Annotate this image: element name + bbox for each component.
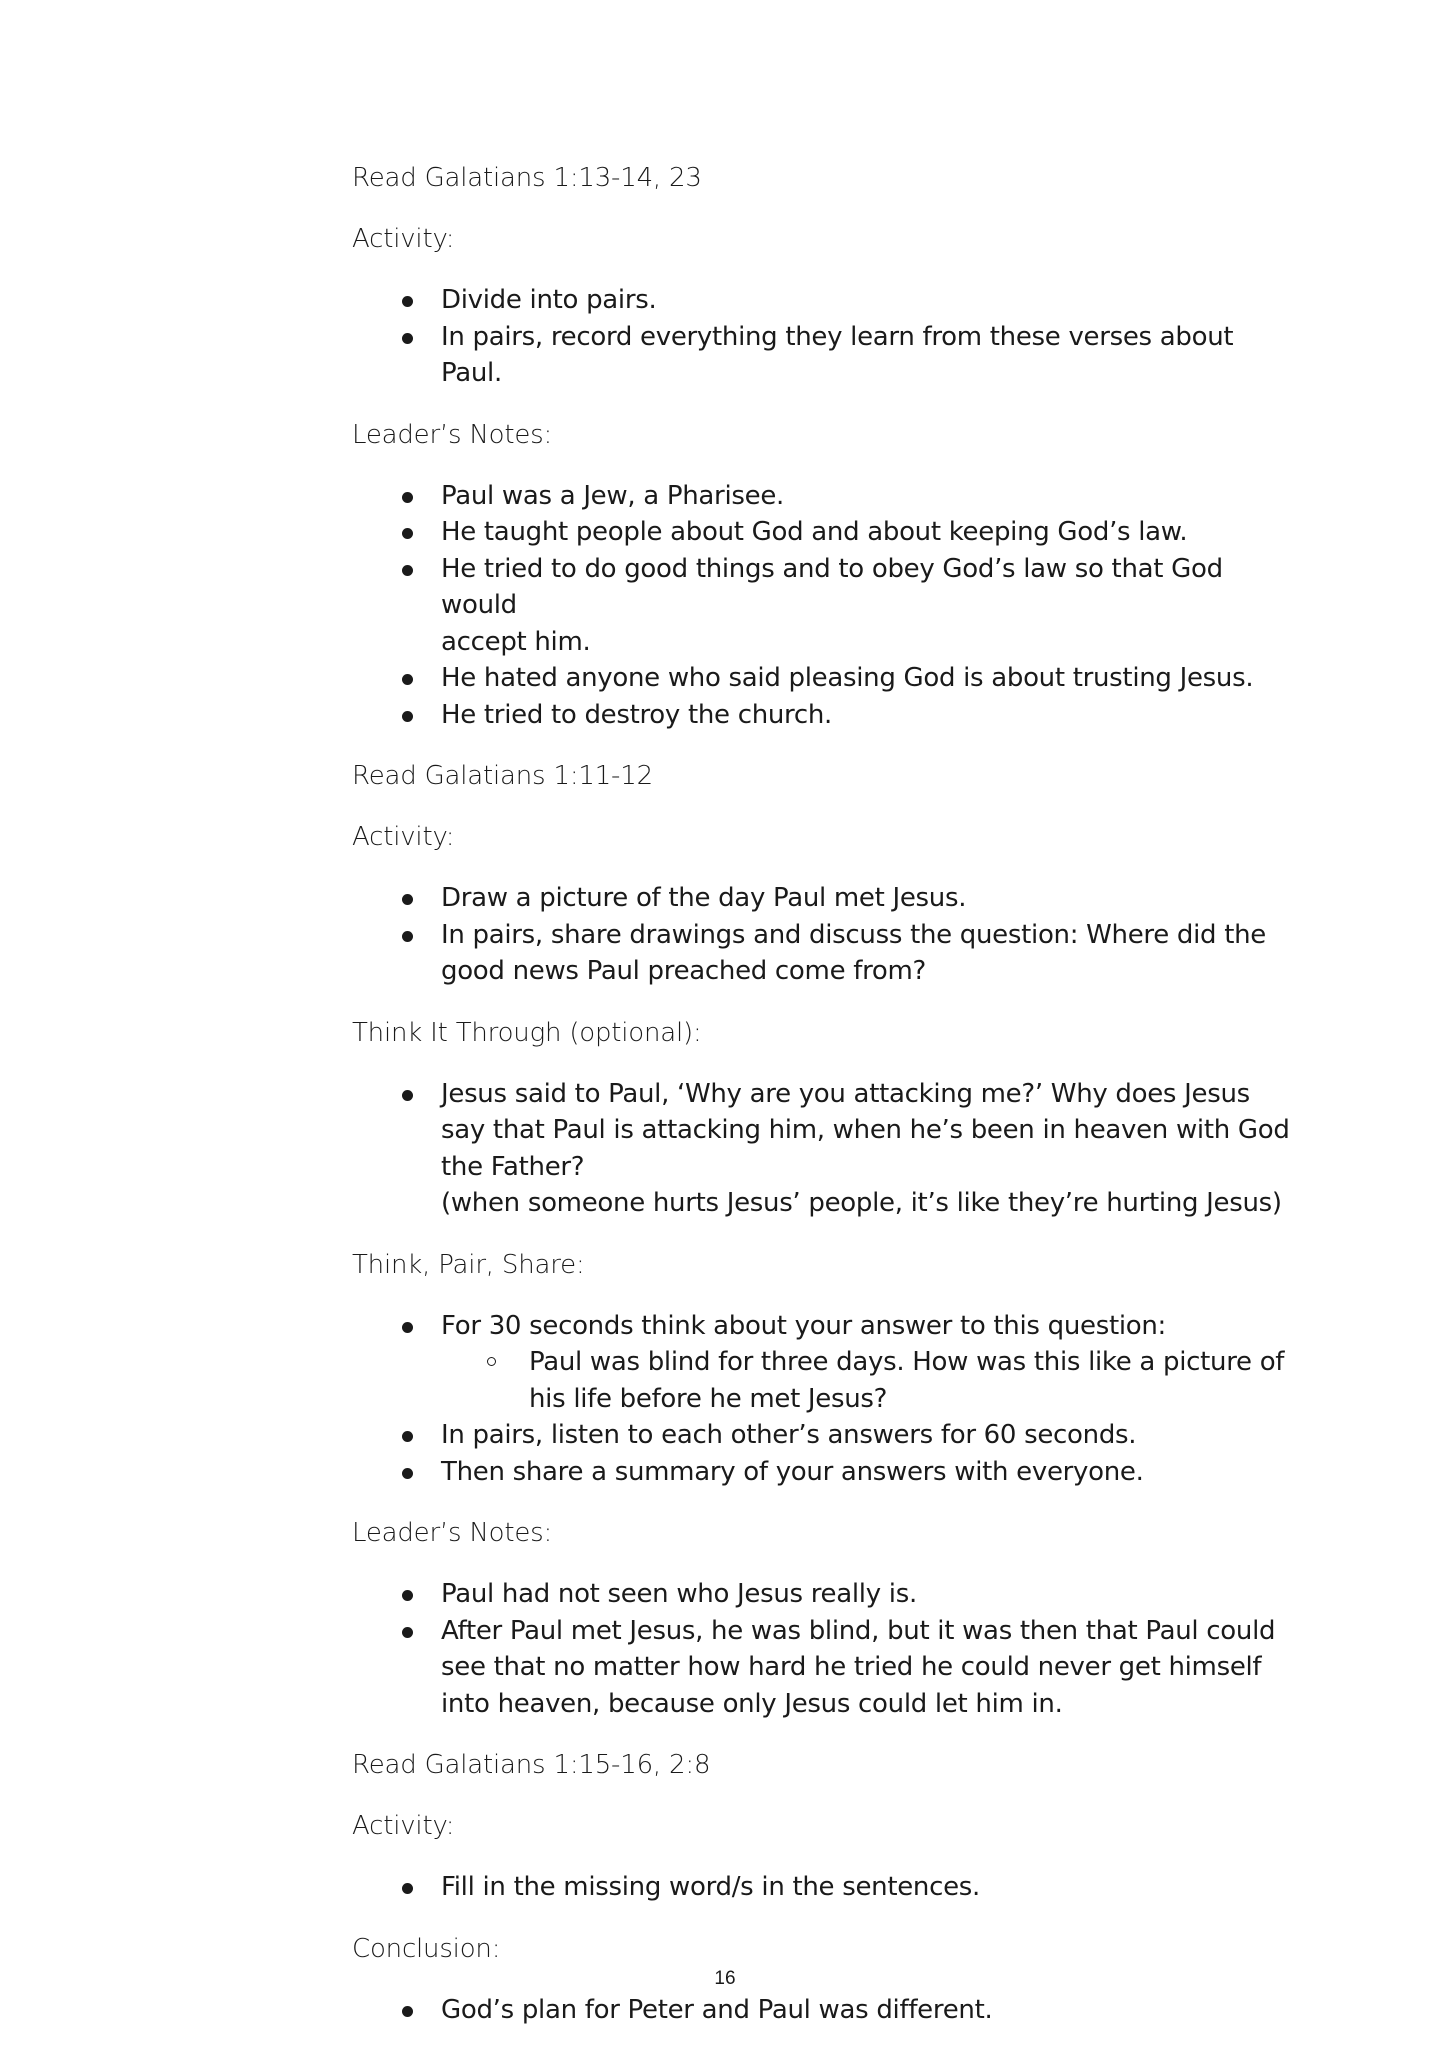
bullet-dot-icon — [402, 1322, 413, 1333]
bullet-item — [352, 1076, 1292, 1222]
bullet-item — [352, 282, 1292, 319]
bullet-text-line: In pairs, record everything they learn from these verses about Paul. — [441, 321, 1234, 388]
bullet-list — [352, 1076, 1292, 1222]
bullet-text-line: (when someone hurts Jesus’ people, it’s like they’re hurting Jesus) — [441, 1188, 1282, 1218]
sub-bullet-list — [441, 1344, 1292, 1417]
section-heading: Think It Through (optional): — [352, 1017, 702, 1048]
bullet-dot-icon — [402, 296, 413, 307]
section-heading: Leader’s Notes: — [352, 1518, 553, 1548]
bullet-item — [352, 478, 1292, 515]
bullet-text-line: Then share a summary of your answers with everyone. — [441, 1456, 1144, 1487]
bullet-text-line: see that no matter how hard he tried he could never get himself — [441, 1652, 1262, 1682]
bullet-item — [352, 1576, 1292, 1613]
bullet-dot-icon — [402, 931, 413, 942]
section-heading: Read Galatians 1:15-16, 2:8 — [352, 1750, 711, 1780]
bullet-list — [352, 1992, 1292, 2029]
bullet-text-line: good news Paul preached come from? — [441, 956, 927, 986]
bullet-text-line: the Father? — [441, 1151, 585, 1182]
bullet-item — [352, 514, 1292, 551]
bullet-dot-icon — [402, 1883, 413, 1894]
section-heading: Read Galatians 1:13-14, 23 — [352, 163, 702, 193]
bullet-dot-icon — [402, 894, 413, 905]
page-number: 16 — [714, 1968, 736, 1989]
bullet-text-line: Draw a picture of the day Paul met Jesus. — [441, 883, 967, 913]
document-page — [352, 160, 1292, 2053]
bullet-dot-icon — [402, 1468, 413, 1479]
bullet-text-line: For 30 seconds think about your answer to this question: — [441, 1310, 1167, 1341]
hollow-circle-bullet-icon — [487, 1357, 496, 1366]
section-heading: Activity: — [352, 224, 455, 254]
bullet-item — [352, 697, 1292, 734]
bullet-text-line: He taught people about God and about keeping God’s law. — [441, 517, 1188, 547]
bullet-text-line: accept him. — [441, 626, 591, 657]
bullet-text-line: Fill in the missing word/s in the sentences. — [441, 1872, 980, 1902]
bullet-list — [352, 282, 1292, 392]
section-heading: Think, Pair, Share: — [352, 1249, 585, 1280]
bullet-dot-icon — [402, 1431, 413, 1442]
bullet-text-line: God’s plan for Peter and Paul was different. — [441, 1994, 993, 2025]
bullet-item — [352, 660, 1292, 697]
bullet-item — [352, 1417, 1292, 1454]
bullet-text-line: After Paul met Jesus, he was blind, but it was then that Paul could — [441, 1615, 1276, 1646]
bullet-text-line: Paul had not seen who Jesus really is. — [441, 1579, 917, 1609]
bullet-text-line: He tried to do good things and to obey God’s law so that God would — [441, 553, 1223, 620]
bullet-item — [352, 880, 1292, 917]
bullet-dot-icon — [402, 1590, 413, 1601]
bullet-dot-icon — [402, 674, 413, 685]
bullet-list — [352, 478, 1292, 734]
section-heading: Activity: — [352, 1811, 455, 1841]
bullet-item — [352, 1869, 1292, 1906]
bullet-text-line: Jesus said to Paul, ‘Why are you attacking me?’ Why does Jesus — [441, 1078, 1250, 1109]
bullet-dot-icon — [402, 565, 413, 576]
bullet-text-line: say that Paul is attacking him, when he’s been in heaven with God — [441, 1115, 1290, 1145]
bullet-text-line: Divide into pairs. — [441, 285, 657, 315]
bullet-dot-icon — [402, 2006, 413, 2017]
bullet-dot-icon — [402, 492, 413, 503]
bullet-dot-icon — [402, 1090, 413, 1101]
bullet-list — [352, 1869, 1292, 1906]
bullet-list — [352, 880, 1292, 990]
bullet-text-line: In pairs, share drawings and discuss the question: Where did the — [441, 919, 1266, 950]
section-heading: Read Galatians 1:11-12 — [352, 761, 653, 791]
bullet-text-line: Paul was a Jew, a Pharisee. — [441, 480, 784, 511]
bullet-item — [352, 551, 1292, 661]
bullet-dot-icon — [402, 333, 413, 344]
bullet-item — [352, 1308, 1292, 1418]
bullet-item — [352, 1613, 1292, 1723]
sub-bullet-text-line: his life before he met Jesus? — [529, 1383, 888, 1414]
bullet-item — [352, 319, 1292, 392]
section-heading: Leader’s Notes: — [352, 419, 553, 450]
bullet-dot-icon — [402, 528, 413, 539]
bullet-text-line: into heaven, because only Jesus could let him in. — [441, 1688, 1063, 1719]
bullet-item — [352, 1992, 1292, 2029]
section-heading: Conclusion: — [352, 1933, 501, 1964]
bullet-text-line: In pairs, listen to each other’s answers for 60 seconds. — [441, 1420, 1137, 1450]
bullet-item — [352, 1454, 1292, 1491]
sub-bullet-text-line: Paul was blind for three days. How was this like a picture of — [529, 1347, 1285, 1377]
bullet-list — [352, 1576, 1292, 1722]
bullet-dot-icon — [402, 711, 413, 722]
sub-bullet-item — [441, 1344, 1292, 1417]
bullet-dot-icon — [402, 1627, 413, 1638]
bullet-text-line: He hated anyone who said pleasing God is about trusting Jesus. — [441, 663, 1254, 693]
bullet-text-line: He tried to destroy the church. — [441, 699, 833, 730]
bullet-item — [352, 917, 1292, 990]
section-heading: Activity: — [352, 822, 455, 852]
bullet-list — [352, 1308, 1292, 1491]
